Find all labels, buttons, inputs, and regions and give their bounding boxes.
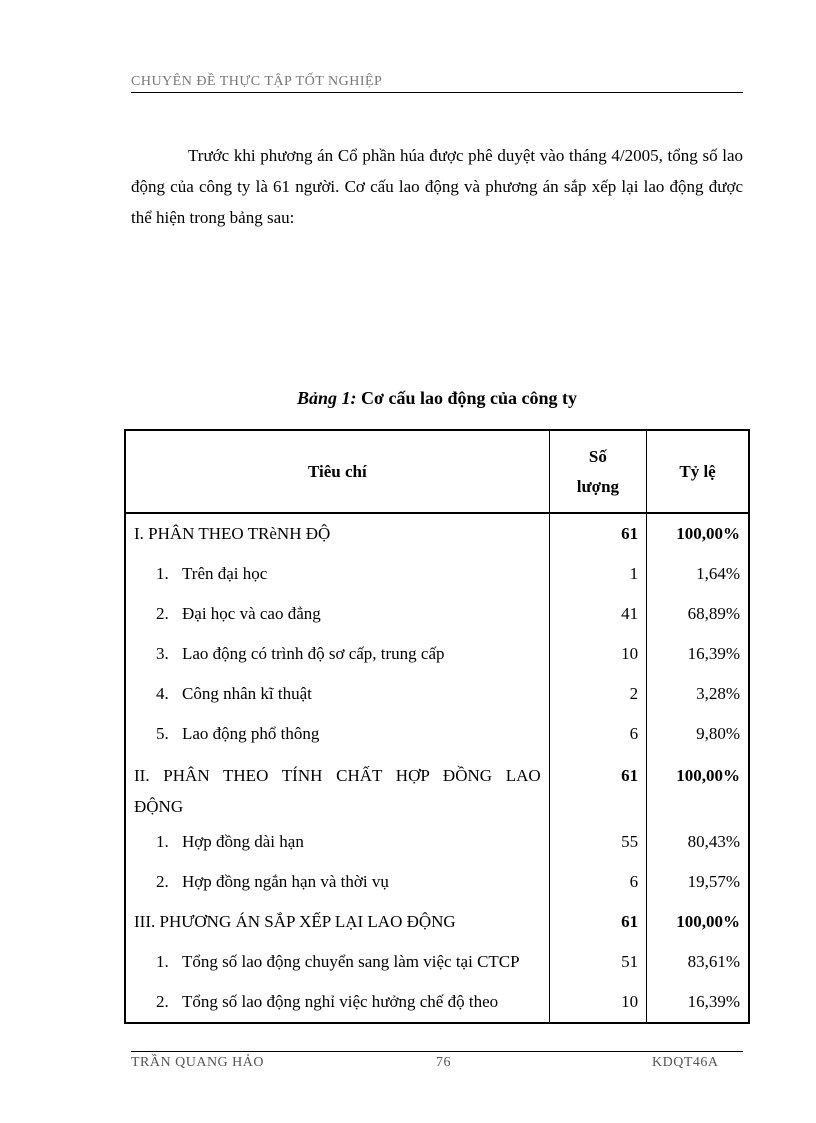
row-label: Lao động có trình độ sơ cấp, trung cấp xyxy=(182,644,445,663)
row-ratio: 100,00% xyxy=(676,766,740,785)
table-caption xyxy=(131,388,743,409)
caption-text: Cơ cấu lao động của công ty xyxy=(361,388,577,408)
row-label: Tổng số lao động nghỉ việc hưởng chế độ theo xyxy=(182,992,499,1011)
row-label-line2: ĐỘNG xyxy=(134,797,184,816)
row-label: Lao động phổ thông xyxy=(182,724,320,743)
row-ratio: 80,43% xyxy=(687,832,740,851)
header-count xyxy=(549,430,646,513)
row-label: Đại học và cao đẳng xyxy=(182,604,321,623)
row-number: 3. xyxy=(156,644,169,663)
row-label-line1: II. PHÂN THEO TÍNH CHẤT HỢP ĐỒNG LAO xyxy=(134,766,541,785)
header-criteria: Tiêu chí xyxy=(125,430,549,513)
row-count: 2 xyxy=(549,674,646,714)
row-ratio: 83,61% xyxy=(687,952,740,971)
row-ratio: 16,39% xyxy=(687,992,740,1011)
row-label-cell xyxy=(125,634,549,674)
caption-label: Bảng 1: xyxy=(297,388,357,408)
row-label: Trên đại học xyxy=(182,564,268,583)
row-ratio: 100,00% xyxy=(676,912,740,931)
row-ratio: 16,39% xyxy=(687,644,740,663)
footer-page-number: 76 xyxy=(436,1055,451,1070)
table-row xyxy=(125,594,749,634)
row-label-cell xyxy=(125,714,549,754)
row-label-cell xyxy=(125,674,549,714)
row-ratio: 68,89% xyxy=(687,604,740,623)
row-count: 51 xyxy=(549,942,646,982)
row-count: 61 xyxy=(549,513,646,554)
table-row xyxy=(125,862,749,902)
table-row xyxy=(125,982,749,1023)
table-row xyxy=(125,674,749,714)
row-label-cell xyxy=(125,822,549,862)
row-count: 10 xyxy=(549,982,646,1023)
row-label-cell xyxy=(125,754,549,822)
row-number: 4. xyxy=(156,684,169,703)
page-header: CHUYÊN ĐỀ THỰC TẬP TỐT NGHIỆP xyxy=(131,74,383,89)
row-count: 1 xyxy=(549,554,646,594)
labor-structure-table xyxy=(124,429,750,1024)
row-number: 2. xyxy=(156,872,169,891)
row-count: 61 xyxy=(549,902,646,942)
row-number: 1. xyxy=(156,952,169,971)
row-number: 2. xyxy=(156,604,169,623)
intro-paragraph xyxy=(131,140,743,233)
row-label: Hợp đồng ngắn hạn và thời vụ xyxy=(182,872,389,891)
row-label: Công nhân kĩ thuật xyxy=(182,684,312,703)
row-count: 10 xyxy=(549,634,646,674)
row-ratio: 19,57% xyxy=(687,872,740,891)
row-label-cell xyxy=(125,594,549,634)
footer-author: TRẦN QUANG HẢO xyxy=(131,1055,264,1070)
row-ratio: 1,64% xyxy=(696,564,740,583)
table-row xyxy=(125,754,749,822)
row-label-cell xyxy=(125,862,549,902)
table-row xyxy=(125,554,749,594)
row-label-cell xyxy=(125,554,549,594)
table-row xyxy=(125,714,749,754)
row-number: 1. xyxy=(156,832,169,851)
row-label: I. PHÂN THEO TRèNH ĐỘ xyxy=(134,524,331,543)
row-label-cell xyxy=(125,982,549,1023)
row-number: 5. xyxy=(156,724,169,743)
table-row xyxy=(125,902,749,942)
row-number: 2. xyxy=(156,992,169,1011)
row-label-cell xyxy=(125,942,549,982)
header-count-line2: lượng xyxy=(576,476,620,496)
header-divider xyxy=(131,92,743,93)
table-row xyxy=(125,822,749,862)
header-ratio: Tỷ lệ xyxy=(647,430,749,513)
table-row xyxy=(125,942,749,982)
footer-class: KDQT46A xyxy=(652,1055,719,1070)
row-label: III. PHƯƠNG ÁN SẮP XẾP LẠI LAO ĐỘNG xyxy=(134,912,456,931)
intro-text: Trước khi phương án Cổ phần húa được phê duyệt vào tháng 4/2005, tổng số lao động của công ty là 61 người. Cơ cấu lao động và phương án sắp xếp lại lao động được thể hiện trong bảng sau: xyxy=(131,146,743,227)
table-row xyxy=(125,513,749,554)
table-header-row xyxy=(125,430,749,513)
row-ratio: 100,00% xyxy=(676,524,740,543)
row-count: 6 xyxy=(549,714,646,754)
table-row xyxy=(125,634,749,674)
row-count: 61 xyxy=(549,754,646,822)
row-count: 6 xyxy=(549,862,646,902)
row-ratio: 9,80% xyxy=(696,724,740,743)
header-count-line1: Số xyxy=(588,446,607,466)
row-label: Tổng số lao động chuyển sang làm việc tại CTCP xyxy=(182,952,520,971)
row-label: Hợp đồng dài hạn xyxy=(182,832,304,851)
row-ratio: 3,28% xyxy=(696,684,740,703)
row-number: 1. xyxy=(156,564,169,583)
row-count: 41 xyxy=(549,594,646,634)
row-count: 55 xyxy=(549,822,646,862)
footer-divider xyxy=(131,1051,743,1052)
